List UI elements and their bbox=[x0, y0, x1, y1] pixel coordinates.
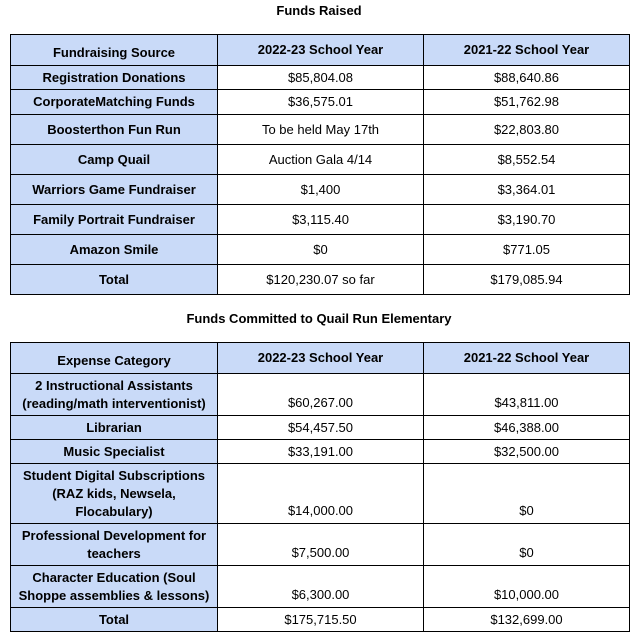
source-cell: CorporateMatching Funds bbox=[11, 90, 218, 115]
source-cell: Warriors Game Fundraiser bbox=[11, 175, 218, 205]
total-2022-23: $175,715.50 bbox=[218, 608, 424, 632]
table-row bbox=[11, 440, 630, 464]
value-2022-23: $6,300.00 bbox=[218, 566, 424, 608]
value-2021-22: $8,552.54 bbox=[424, 145, 630, 175]
total-2021-22: $179,085.94 bbox=[424, 265, 630, 295]
value-2022-23: $54,457.50 bbox=[218, 416, 424, 440]
table-row bbox=[11, 175, 630, 205]
category-cell: Professional Development for teachers bbox=[11, 524, 218, 566]
total-label: Total bbox=[11, 265, 218, 295]
table-row bbox=[11, 115, 630, 145]
category-cell: Character Education (Soul Shoppe assemblies & lessons) bbox=[11, 566, 218, 608]
value-2021-22: $22,803.80 bbox=[424, 115, 630, 145]
value-2021-22: $88,640.86 bbox=[424, 66, 630, 90]
header-2021-22: 2021-22 School Year bbox=[424, 35, 630, 66]
value-2022-23: $7,500.00 bbox=[218, 524, 424, 566]
header-2021-22: 2021-22 School Year bbox=[424, 343, 630, 374]
source-cell: Family Portrait Fundraiser bbox=[11, 205, 218, 235]
source-cell: Camp Quail bbox=[11, 145, 218, 175]
value-2022-23: $3,115.40 bbox=[218, 205, 424, 235]
table-header-row bbox=[11, 343, 630, 374]
table-row bbox=[11, 524, 630, 566]
funds-committed-table bbox=[10, 342, 630, 632]
category-cell: 2 Instructional Assistants (reading/math interventionist) bbox=[11, 374, 218, 416]
value-2022-23: To be held May 17th bbox=[218, 115, 424, 145]
table-row bbox=[11, 566, 630, 608]
category-cell: Librarian bbox=[11, 416, 218, 440]
value-2022-23: Auction Gala 4/14 bbox=[218, 145, 424, 175]
table-row bbox=[11, 374, 630, 416]
total-label: Total bbox=[11, 608, 218, 632]
category-cell: Music Specialist bbox=[11, 440, 218, 464]
value-2021-22: $771.05 bbox=[424, 235, 630, 265]
value-2021-22: $51,762.98 bbox=[424, 90, 630, 115]
table-row bbox=[11, 90, 630, 115]
funds-committed-title: Funds Committed to Quail Run Elementary bbox=[186, 311, 452, 326]
table-row bbox=[11, 66, 630, 90]
funds-raised-table bbox=[10, 34, 630, 295]
value-2022-23: $85,804.08 bbox=[218, 66, 424, 90]
value-2022-23: $36,575.01 bbox=[218, 90, 424, 115]
header-2022-23: 2022-23 School Year bbox=[218, 35, 424, 66]
source-cell: Registration Donations bbox=[11, 66, 218, 90]
source-cell: Boosterthon Fun Run bbox=[11, 115, 218, 145]
value-2021-22: $0 bbox=[424, 464, 630, 524]
value-2021-22: $43,811.00 bbox=[424, 374, 630, 416]
table-row bbox=[11, 145, 630, 175]
value-2021-22: $46,388.00 bbox=[424, 416, 630, 440]
header-fundraising-source: Fundraising Source bbox=[11, 35, 218, 66]
value-2022-23: $0 bbox=[218, 235, 424, 265]
category-cell: Student Digital Subscriptions (RAZ kids, Newsela, Flocabulary) bbox=[11, 464, 218, 524]
source-cell: Amazon Smile bbox=[11, 235, 218, 265]
value-2021-22: $3,190.70 bbox=[424, 205, 630, 235]
total-2021-22: $132,699.00 bbox=[424, 608, 630, 632]
value-2022-23: $1,400 bbox=[218, 175, 424, 205]
header-expense-category: Expense Category bbox=[11, 343, 218, 374]
total-row bbox=[11, 265, 630, 295]
value-2022-23: $14,000.00 bbox=[218, 464, 424, 524]
funds-raised-title: Funds Raised bbox=[276, 3, 362, 18]
value-2022-23: $33,191.00 bbox=[218, 440, 424, 464]
header-2022-23: 2022-23 School Year bbox=[218, 343, 424, 374]
total-row bbox=[11, 608, 630, 632]
value-2021-22: $0 bbox=[424, 524, 630, 566]
table-row bbox=[11, 235, 630, 265]
value-2022-23: $60,267.00 bbox=[218, 374, 424, 416]
value-2021-22: $3,364.01 bbox=[424, 175, 630, 205]
value-2021-22: $10,000.00 bbox=[424, 566, 630, 608]
table-row bbox=[11, 464, 630, 524]
table-row bbox=[11, 416, 630, 440]
total-2022-23: $120,230.07 so far bbox=[218, 265, 424, 295]
value-2021-22: $32,500.00 bbox=[424, 440, 630, 464]
table-row bbox=[11, 205, 630, 235]
table-header-row bbox=[11, 35, 630, 66]
